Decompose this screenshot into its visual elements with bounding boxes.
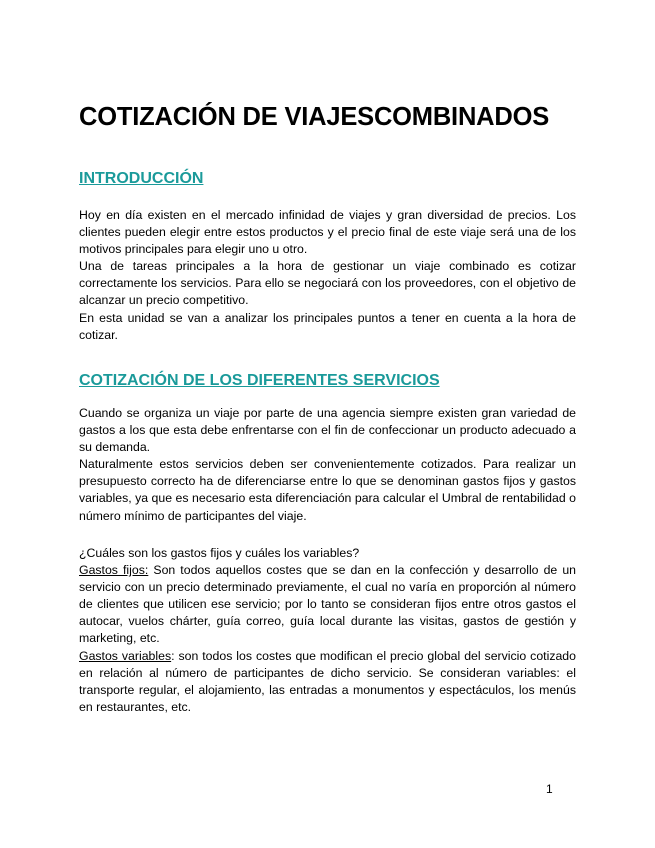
paragraph: Cuando se organiza un viaje por parte de una agencia siempre existen gran variedad de gastos a los que esta debe enfrentarse con el fin de confeccionar un producto adecuado a su demanda. [79,406,576,455]
section-body-cotizacion-servicios [79,405,576,525]
gastos-definitions [79,545,576,716]
document-title: COTIZACIÓN DE VIAJESCOMBINADOS [79,103,550,131]
paragraph: Naturalmente estos servicios deben ser convenientemente cotizados. Para realizar un presupuesto correcto ha de diferenciarse entre lo que se denominan gastos fijos y gastos variables, ya que es necesario esta diferenciación para calcular el Umbral de rentabilidad o número mínimo de participantes del viaje. [79,457,576,523]
term-gastos-variables: Gastos variables [79,648,172,663]
definition-gastos-variables [79,648,576,716]
section-body-introduccion [79,207,576,344]
section-heading-cotizacion-servicios: COTIZACIÓN DE LOS DIFERENTES SERVICIOS [79,372,440,389]
paragraph: En esta unidad se van a analizar los principales puntos a tener en cuenta a la hora de cotizar. [79,310,576,342]
definition-text: : son todos los costes que modifican el precio global del servicio cotizado en relación al número de participantes de dicho servicio. Se consideran variables: el transporte regular, el alojamiento, las entradas a monumentos y espectáculos, los menús en restaurantes, etc. [79,648,576,714]
paragraph: Una de tareas principales a la hora de gestionar un viaje combinado es cotizar correctamente los servicios. Para ello se negociará con los proveedores, con el objetivo de alcanzar un precio competitivo. [79,259,576,308]
question-line: ¿Cuáles son los gastos fijos y cuáles los variables? [79,546,360,560]
definition-gastos-fijos [79,562,576,647]
definition-text: Son todos aquellos costes que se dan en la confección y desarrollo de un servicio con un precio determinado previamente, el cual no varía en proporción al número de clientes que utilicen ese servicio; por lo tanto se consideran fijos entre otros gastos el autocar, vuelos chárter, guía correo, guía local durante las visitas, gastos de gestión y marketing, etc. [79,563,576,646]
section-heading-introduccion: INTRODUCCIÓN [79,170,204,187]
paragraph: Hoy en día existen en el mercado infinidad de viajes y gran diversidad de precios. Los clientes pueden elegir entre estos productos y el precio final de este viaje será una de los motivos principales para elegir uno u otro. [79,208,576,257]
term-gastos-fijos: Gastos fijos: [79,563,149,578]
page-number: 1 [546,782,553,796]
